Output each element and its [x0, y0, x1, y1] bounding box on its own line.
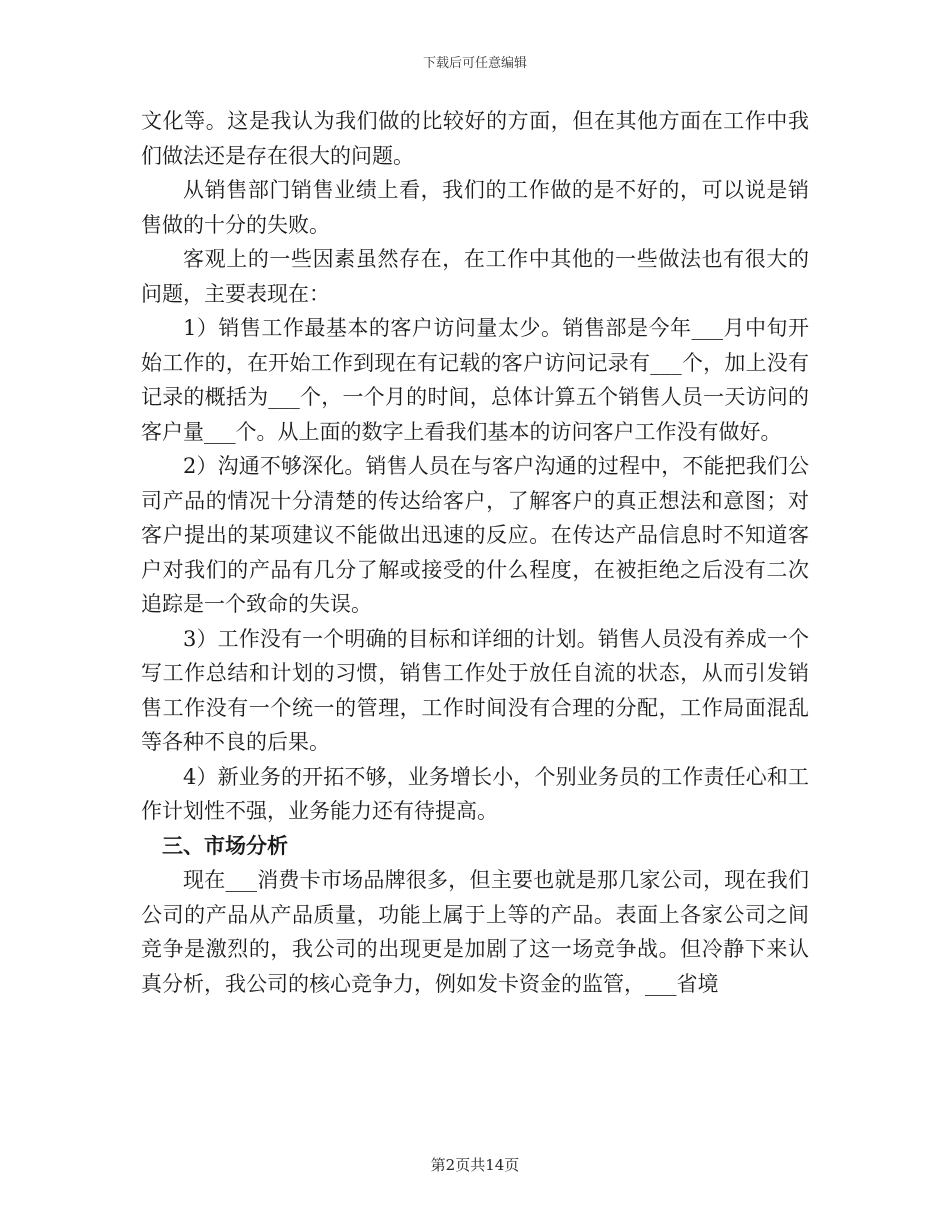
paragraph-continuation: 文化等。这是我认为我们做的比较好的方面，但在其他方面在工作中我们做法还是存在很大的问题。: [141, 109, 809, 168]
paragraph-point-1: 1）销售工作最基本的客户访问量太少。销售部是今年___月中旬开始工作的，在开始工作到现在有记载的客户访问记录有___个，加上没有记录的概括为___个，一个月的时间，总体计算五个销售人员一天访问的客户量___个。从上面的数字上看我们基本的访问客户工作没有做好。: [141, 316, 809, 444]
paragraph-point-3: 3）工作没有一个明确的目标和详细的计划。销售人员没有养成一个写工作总结和计划的习惯，销售工作处于放任自流的状态，从而引发销售工作没有一个统一的管理，工作时间没有合理的分配，工作局面混乱等各种不良的后果。: [141, 626, 809, 754]
document-body: [141, 104, 809, 1001]
paragraph-problems-intro: 客观上的一些因素虽然存在，在工作中其他的一些做法也有很大的问题，主要表现在：: [141, 247, 809, 306]
paragraph-sales-performance: 从销售部门销售业绩上看，我们的工作做的是不好的，可以说是销售做的十分的失败。: [141, 178, 809, 237]
paragraph-market-analysis: 现在___消费卡市场品牌很多，但主要也就是那几家公司，现在我们公司的产品从产品质量，功能上属于上等的产品。表面上各家公司之间竞争是激烈的，我公司的出现更是加剧了这一场竞争战。但冷静下来认真分析，我公司的核心竞争力，例如发卡资金的监管，___省境: [141, 868, 809, 996]
paragraph-point-2: 2）沟通不够深化。销售人员在与客户沟通的过程中，不能把我们公司产品的情况十分清楚的传达给客户，了解客户的真正想法和意图；对客户提出的某项建议不能做出迅速的反应。在传达产品信息时不知道客户对我们的产品有几分了解或接受的什么程度，在被拒绝之后没有二次追踪是一个致命的失误。: [141, 454, 809, 616]
paragraph-point-4: 4）新业务的开拓不够，业务增长小，个别业务员的工作责任心和工作计划性不强，业务能力还有待提高。: [141, 764, 809, 823]
section-heading-market-analysis: 三、市场分析: [162, 833, 288, 858]
page-header: 下载后可任意编辑: [422, 56, 527, 71]
page-number: 第2页共14页: [430, 1156, 520, 1174]
